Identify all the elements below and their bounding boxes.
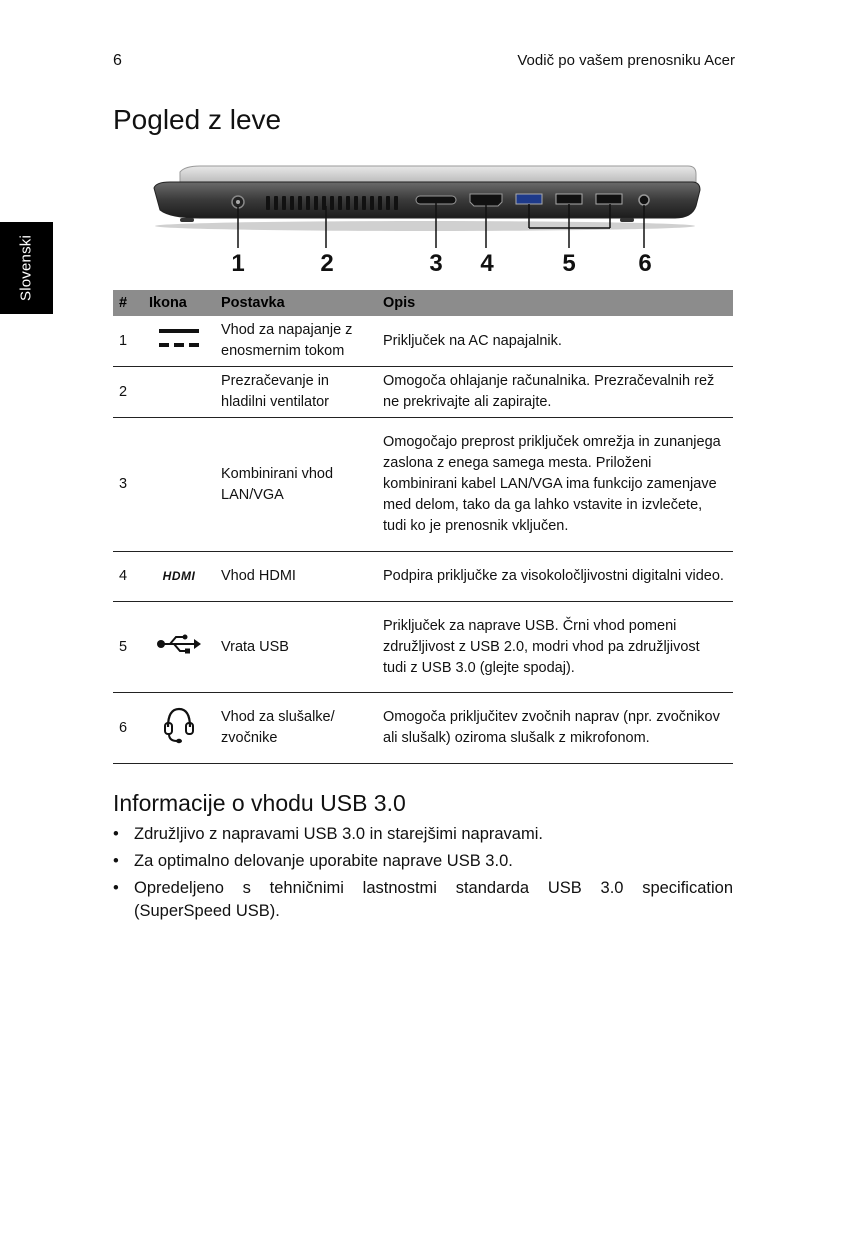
row-desc: Priključek za naprave USB. Črni vhod pomeni združljivost z USB 2.0, modri vhod pa združljivost tudi z USB 3.0 (glejte spodaj). — [377, 602, 733, 693]
running-header: Vodič po vašem prenosniku Acer — [517, 52, 735, 69]
column-header-item: Postavka — [215, 290, 377, 316]
row-item: Vhod za napajanje z enosmernim tokom — [215, 316, 377, 367]
row-item: Prezračevanje in hladilni ventilator — [215, 367, 377, 418]
list-item: • Opredeljeno s tehničnimi lastnostmi standarda USB 3.0 specification (SuperSpeed USB). — [113, 877, 733, 923]
row-icon-cell — [143, 602, 215, 693]
row-desc: Omogoča priključitev zvočnih naprav (npr. zvočnikov ali slušalk) oziroma slušalk z mikrofonom. — [377, 693, 733, 764]
headset-icon — [163, 705, 195, 745]
usb-icon — [156, 633, 202, 655]
page-title: Pogled z leve — [113, 104, 282, 135]
table-row — [113, 367, 733, 418]
row-num: 2 — [113, 367, 143, 418]
column-header-num: # — [113, 290, 143, 316]
row-item: Vhod HDMI — [215, 552, 377, 602]
row-icon-cell — [143, 367, 215, 418]
row-icon-cell — [143, 418, 215, 552]
laptop-left-view-figure — [140, 160, 710, 285]
row-item: Vhod za slušalke/ zvočnike — [215, 693, 377, 764]
list-item: • Za optimalno delovanje uporabite naprave USB 3.0. — [113, 850, 733, 873]
table-row — [113, 602, 733, 693]
hdmi-icon: HDMI — [162, 569, 196, 583]
row-desc: Omogočajo preprost priključek omrežja in zunanjega zaslona z enega samega mesta. Priloženi kombinirani kabel LAN/VGA ima funkcijo zamenjave med delom, tako da ga lahko vstavite in izvlečete, tudi ko je prenosnik vključen. — [377, 418, 733, 552]
ports-table — [113, 290, 733, 764]
callout-4: 4 — [480, 250, 494, 277]
table-header-row — [113, 290, 733, 316]
table-row — [113, 693, 733, 764]
list-item: • Združljivo z napravami USB 3.0 in starejšimi napravami. — [113, 823, 733, 846]
row-num: 3 — [113, 418, 143, 552]
callout-3: 3 — [429, 250, 443, 277]
column-header-desc: Opis — [377, 290, 733, 316]
row-icon-cell — [143, 693, 215, 764]
usb-section-title: Informacije o vhodu USB 3.0 — [113, 790, 406, 816]
usb-info-list — [113, 823, 733, 927]
row-icon-cell — [143, 552, 215, 602]
table-row — [113, 316, 733, 367]
language-tab — [0, 222, 53, 314]
row-desc: Priključek na AC napajalnik. — [377, 316, 733, 367]
row-item: Kombinirani vhod LAN/VGA — [215, 418, 377, 552]
row-desc: Omogoča ohlajanje računalnika. Prezračevalnih rež ne prekrivajte ali zapirajte. — [377, 367, 733, 418]
row-item: Vrata USB — [215, 602, 377, 693]
row-num: 5 — [113, 602, 143, 693]
callout-2: 2 — [320, 250, 334, 277]
row-icon-cell — [143, 316, 215, 367]
page-number: 6 — [113, 52, 122, 69]
row-num: 4 — [113, 552, 143, 602]
callout-5: 5 — [562, 250, 576, 277]
callout-1: 1 — [231, 250, 245, 277]
column-header-icon: Ikona — [143, 290, 215, 316]
row-desc: Podpira priključke za visokoločljivostni digitalni video. — [377, 552, 733, 602]
row-num: 1 — [113, 316, 143, 367]
table-row — [113, 418, 733, 552]
callout-6: 6 — [638, 250, 652, 277]
dc-power-icon — [157, 325, 201, 351]
table-row — [113, 552, 733, 602]
laptop-illustration — [140, 160, 710, 250]
row-num: 6 — [113, 693, 143, 764]
language-tab-label: Slovenski — [17, 235, 35, 301]
